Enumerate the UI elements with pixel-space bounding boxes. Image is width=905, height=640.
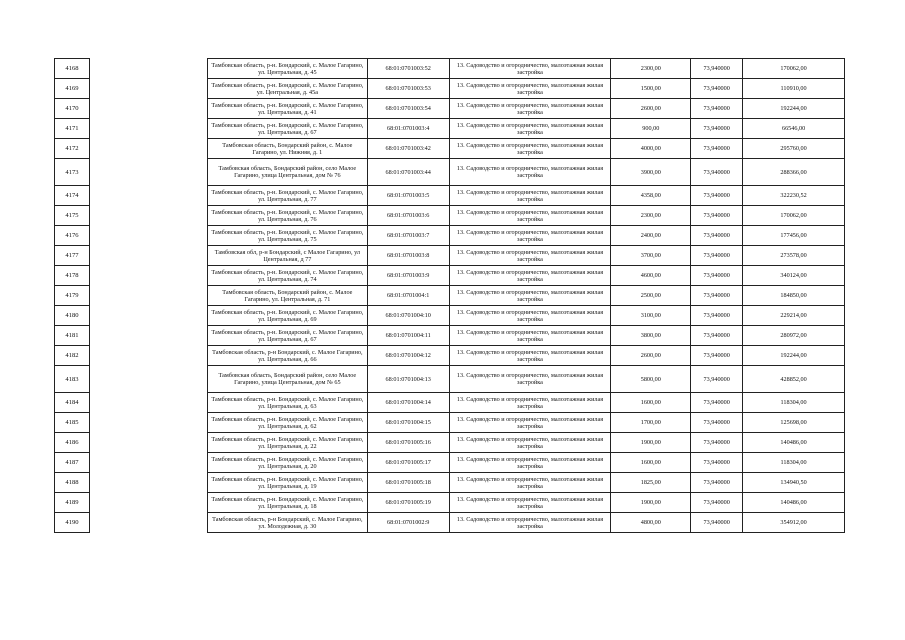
address-cell: Тамбовская область, р-н. Бондарский, с. Малое Гагарино, ул. Центральная, д. 19 [208, 473, 368, 493]
cadastral-value-cell: 288366,00 [743, 159, 845, 186]
area-cell: 2300,00 [611, 59, 691, 79]
row-number-row [55, 79, 90, 99]
cadastral-number-cell: 68:01:0701004:10 [367, 306, 449, 326]
land-use-cell: 13. Садоводство и огородничество, малоэтажная жилая застройка [449, 159, 611, 186]
area-cell: 1600,00 [611, 393, 691, 413]
row-number-row [55, 139, 90, 159]
row-number-row [55, 206, 90, 226]
area-cell: 900,00 [611, 119, 691, 139]
area-cell: 3800,00 [611, 326, 691, 346]
land-use-cell: 13. Садоводство и огородничество, малоэтажная жилая застройка [449, 413, 611, 433]
address-cell: Тамбовская область, р-н. Бондарский, с. Малое Гагарино, ул. Центральная, д. 62 [208, 413, 368, 433]
row-number-cell: 4186 [55, 433, 90, 453]
row-number-row [55, 493, 90, 513]
cadastral-number-cell: 68:01:0701004:11 [367, 326, 449, 346]
table-row [208, 493, 845, 513]
cadastral-value-cell: 118304,00 [743, 393, 845, 413]
land-use-cell: 13. Садоводство и огородничество, малоэтажная жилая застройка [449, 453, 611, 473]
address-cell: Тамбовская область, р-н. Бондарский, с. Малое Гагарино, ул. Центральная, д. 45а [208, 79, 368, 99]
table-row [208, 306, 845, 326]
land-plot-data-table [207, 58, 845, 533]
area-cell: 1825,00 [611, 473, 691, 493]
land-use-cell: 13. Садоводство и огородничество, малоэтажная жилая застройка [449, 119, 611, 139]
area-cell: 2500,00 [611, 286, 691, 306]
row-number-row [55, 226, 90, 246]
address-cell: Тамбовская область, р-н. Бондарский, с. Малое Гагарино, ул. Центральная, д. 22 [208, 433, 368, 453]
rate-cell: 73,940000 [691, 139, 743, 159]
row-number-row [55, 186, 90, 206]
row-number-row [55, 59, 90, 79]
land-use-cell: 13. Садоводство и огородничество, малоэтажная жилая застройка [449, 99, 611, 119]
table-row [208, 286, 845, 306]
table-row [208, 246, 845, 266]
area-cell: 4600,00 [611, 266, 691, 286]
rate-cell: 73,940000 [691, 473, 743, 493]
row-number-row [55, 473, 90, 493]
table-row [208, 226, 845, 246]
land-use-cell: 13. Садоводство и огородничество, малоэтажная жилая застройка [449, 226, 611, 246]
land-use-cell: 13. Садоводство и огородничество, малоэтажная жилая застройка [449, 206, 611, 226]
rate-cell: 73,940000 [691, 226, 743, 246]
cadastral-value-cell: 66546,00 [743, 119, 845, 139]
cadastral-number-cell: 68:01:0701005:17 [367, 453, 449, 473]
land-use-cell: 13. Садоводство и огородничество, малоэтажная жилая застройка [449, 326, 611, 346]
row-number-row [55, 99, 90, 119]
row-number-cell: 4179 [55, 286, 90, 306]
cadastral-value-cell: 280972,00 [743, 326, 845, 346]
area-cell: 2600,00 [611, 99, 691, 119]
table-row [208, 186, 845, 206]
land-use-cell: 13. Садоводство и огородничество, малоэтажная жилая застройка [449, 433, 611, 453]
cadastral-value-cell: 170062,00 [743, 59, 845, 79]
row-number-row [55, 286, 90, 306]
area-cell: 1600,00 [611, 453, 691, 473]
land-use-cell: 13. Садоводство и огородничество, малоэтажная жилая застройка [449, 246, 611, 266]
row-number-row [55, 306, 90, 326]
land-use-cell: 13. Садоводство и огородничество, малоэтажная жилая застройка [449, 139, 611, 159]
land-use-cell: 13. Садоводство и огородничество, малоэтажная жилая застройка [449, 59, 611, 79]
cadastral-value-cell: 229214,00 [743, 306, 845, 326]
cadastral-value-cell: 322230,52 [743, 186, 845, 206]
row-number-row [55, 413, 90, 433]
cadastral-value-cell: 140486,00 [743, 433, 845, 453]
cadastral-value-cell: 340124,00 [743, 266, 845, 286]
row-number-cell: 4182 [55, 346, 90, 366]
land-use-cell: 13. Садоводство и огородничество, малоэтажная жилая застройка [449, 186, 611, 206]
row-number-cell: 4185 [55, 413, 90, 433]
cadastral-value-cell: 354912,00 [743, 513, 845, 533]
row-number-cell: 4171 [55, 119, 90, 139]
land-use-cell: 13. Садоводство и огородничество, малоэтажная жилая застройка [449, 79, 611, 99]
row-number-row [55, 393, 90, 413]
cadastral-number-cell: 68:01:0701003:44 [367, 159, 449, 186]
row-number-row [55, 366, 90, 393]
land-use-cell: 13. Садоводство и огородничество, малоэтажная жилая застройка [449, 513, 611, 533]
rate-cell: 73,940000 [691, 346, 743, 366]
rate-cell: 73,940000 [691, 266, 743, 286]
row-number-cell: 4181 [55, 326, 90, 346]
table-row [208, 266, 845, 286]
rate-cell: 73,940000 [691, 79, 743, 99]
cadastral-number-cell: 68:01:0701003:7 [367, 226, 449, 246]
address-cell: Тамбовская область, Бондарский район, с. Малое Гагарино, ул. Нижняя, д. 1 [208, 139, 368, 159]
row-number-cell: 4175 [55, 206, 90, 226]
cadastral-value-cell: 118304,00 [743, 453, 845, 473]
cadastral-number-cell: 68:01:0701003:42 [367, 139, 449, 159]
address-cell: Тамбовская область, Бондарский район, село Малое Гагарино, улица Центральная, дом № 65 [208, 366, 368, 393]
cadastral-number-cell: 68:01:0701004:14 [367, 393, 449, 413]
table-row [208, 59, 845, 79]
cadastral-value-cell: 428852,00 [743, 366, 845, 393]
land-plot-table [207, 58, 845, 533]
cadastral-number-cell: 68:01:0701002:9 [367, 513, 449, 533]
table-row [208, 99, 845, 119]
row-number-cell: 4187 [55, 453, 90, 473]
table-row [208, 433, 845, 453]
cadastral-number-cell: 68:01:0701005:16 [367, 433, 449, 453]
cadastral-number-cell: 68:01:0701003:4 [367, 119, 449, 139]
cadastral-value-cell: 192244,00 [743, 99, 845, 119]
rate-cell: 73,940000 [691, 186, 743, 206]
address-cell: Тамбовская область, Бондарский район, село Малое Гагарино, улица Центральная, дом № 76 [208, 159, 368, 186]
table-row [208, 346, 845, 366]
row-number-cell: 4169 [55, 79, 90, 99]
cadastral-value-cell: 177456,00 [743, 226, 845, 246]
area-cell: 1700,00 [611, 413, 691, 433]
table-row [208, 159, 845, 186]
land-use-cell: 13. Садоводство и огородничество, малоэтажная жилая застройка [449, 366, 611, 393]
cadastral-number-cell: 68:01:0701003:5 [367, 186, 449, 206]
rate-cell: 73,940000 [691, 99, 743, 119]
area-cell: 5800,00 [611, 366, 691, 393]
area-cell: 2400,00 [611, 226, 691, 246]
area-cell: 3100,00 [611, 306, 691, 326]
cadastral-number-cell: 68:01:0701004:12 [367, 346, 449, 366]
address-cell: Тамбовская область, р-н. Бондарский, с. Малое Гагарино, ул. Центральная, д. 75 [208, 226, 368, 246]
row-number-row [55, 433, 90, 453]
address-cell: Тамбовская область, р-н. Бондарский, с. Малое Гагарино, ул. Центральная, д. 76 [208, 206, 368, 226]
table-row [208, 453, 845, 473]
row-number-row [55, 453, 90, 473]
row-number-cell: 4183 [55, 366, 90, 393]
row-number-cell: 4172 [55, 139, 90, 159]
rate-cell: 73,940000 [691, 286, 743, 306]
rate-cell: 73,940000 [691, 326, 743, 346]
address-cell: Тамбовская область, р-н. Бондарский, с. Малое Гагарино, ул. Центральная, д. 67 [208, 119, 368, 139]
row-number-cell: 4173 [55, 159, 90, 186]
row-number-row [55, 119, 90, 139]
cadastral-value-cell: 110910,00 [743, 79, 845, 99]
rate-cell: 73,940000 [691, 306, 743, 326]
row-number-cell: 4176 [55, 226, 90, 246]
area-cell: 3700,00 [611, 246, 691, 266]
table-row [208, 366, 845, 393]
area-cell: 4358,00 [611, 186, 691, 206]
rate-cell: 73,940000 [691, 513, 743, 533]
table-row [208, 393, 845, 413]
row-number-cell: 4168 [55, 59, 90, 79]
area-cell: 2300,00 [611, 206, 691, 226]
rate-cell: 73,940000 [691, 246, 743, 266]
address-cell: Тамбовская область, р-н. Бондарский, с. Малое Гагарино, ул. Центральная, д. 18 [208, 493, 368, 513]
rate-cell: 73,940000 [691, 433, 743, 453]
cadastral-number-cell: 68:01:0701003:53 [367, 79, 449, 99]
table-row [208, 513, 845, 533]
area-cell: 1900,00 [611, 493, 691, 513]
area-cell: 1900,00 [611, 433, 691, 453]
cadastral-number-cell: 68:01:0701004:1 [367, 286, 449, 306]
table-row [208, 326, 845, 346]
cadastral-number-cell: 68:01:0701003:54 [367, 99, 449, 119]
land-use-cell: 13. Садоводство и огородничество, малоэтажная жилая застройка [449, 493, 611, 513]
address-cell: Тамбовская область, р-н. Бондарский, с. Малое Гагарино, ул. Центральная, д. 45 [208, 59, 368, 79]
row-number-row [55, 326, 90, 346]
address-cell: Тамбовская область, р-н. Бондарский, с. Малое Гагарино, ул. Центральная, д. 41 [208, 99, 368, 119]
row-number-row [55, 159, 90, 186]
address-cell: Тамбовская область, Бондарский район, с. Малое Гагарино, ул. Центральная, д. 71 [208, 286, 368, 306]
address-cell: Тамбовская область, р-н Бондарский, с. Малое Гагарино, ул. Центральная, д. 66 [208, 346, 368, 366]
land-use-cell: 13. Садоводство и огородничество, малоэтажная жилая застройка [449, 286, 611, 306]
area-cell: 2600,00 [611, 346, 691, 366]
cadastral-number-cell: 68:01:0701005:19 [367, 493, 449, 513]
rate-cell: 73,940000 [691, 59, 743, 79]
table-row [208, 206, 845, 226]
address-cell: Тамбовская область, р-н. Бондарский, с. Малое Гагарино, ул. Центральная, д. 20 [208, 453, 368, 473]
cadastral-value-cell: 140486,00 [743, 493, 845, 513]
row-number-row [55, 346, 90, 366]
row-number-row [55, 246, 90, 266]
rate-cell: 73,940000 [691, 119, 743, 139]
area-cell: 4800,00 [611, 513, 691, 533]
cadastral-value-cell: 295760,00 [743, 139, 845, 159]
address-cell: Тамбовская область, р-н Бондарский, с. Малое Гагарино, ул. Молодежная, д. 30 [208, 513, 368, 533]
rate-cell: 73,940000 [691, 159, 743, 186]
rate-cell: 73,940000 [691, 206, 743, 226]
table-row [208, 139, 845, 159]
cadastral-number-cell: 68:01:0701004:15 [367, 413, 449, 433]
row-number-cell: 4188 [55, 473, 90, 493]
rate-cell: 73,940000 [691, 493, 743, 513]
row-number-row [55, 266, 90, 286]
cadastral-number-cell: 68:01:0701003:9 [367, 266, 449, 286]
table-row [208, 79, 845, 99]
row-number-cell: 4174 [55, 186, 90, 206]
area-cell: 1500,00 [611, 79, 691, 99]
cadastral-value-cell: 184850,00 [743, 286, 845, 306]
rate-cell: 73,940000 [691, 453, 743, 473]
row-number-cell: 4189 [55, 493, 90, 513]
row-number-cell: 4190 [55, 513, 90, 533]
row-number-cell: 4177 [55, 246, 90, 266]
cadastral-value-cell: 170062,00 [743, 206, 845, 226]
address-cell: Тамбовская область, р-н. Бондарский, с. Малое Гагарино, ул. Центральная, д. 67 [208, 326, 368, 346]
cadastral-number-cell: 68:01:0701003:8 [367, 246, 449, 266]
cadastral-value-cell: 125698,00 [743, 413, 845, 433]
cadastral-value-cell: 192244,00 [743, 346, 845, 366]
land-use-cell: 13. Садоводство и огородничество, малоэтажная жилая застройка [449, 306, 611, 326]
address-cell: Тамбовская область, р-н. Бондарский, с. Малое Гагарино, ул. Центральная, д. 63 [208, 393, 368, 413]
address-cell: Тамбовская область, р-н. Бондарский, с. Малое Гагарино, ул. Центральная, д. 77 [208, 186, 368, 206]
rate-cell: 73,940000 [691, 413, 743, 433]
cadastral-number-cell: 68:01:0701005:18 [367, 473, 449, 493]
row-number-table [54, 58, 90, 533]
land-use-cell: 13. Садоводство и огородничество, малоэтажная жилая застройка [449, 393, 611, 413]
land-use-cell: 13. Садоводство и огородничество, малоэтажная жилая застройка [449, 266, 611, 286]
cadastral-number-cell: 68:01:0701003:6 [367, 206, 449, 226]
table-row [208, 413, 845, 433]
cadastral-number-cell: 68:01:0701003:52 [367, 59, 449, 79]
land-use-cell: 13. Садоводство и огородничество, малоэтажная жилая застройка [449, 473, 611, 493]
address-cell: Тамбовская область, р-н. Бондарский, с. Малое Гагарино, ул. Центральная, д. 74 [208, 266, 368, 286]
row-number-cell: 4184 [55, 393, 90, 413]
row-number-cell: 4178 [55, 266, 90, 286]
row-number-column [54, 58, 90, 533]
row-number-cell: 4170 [55, 99, 90, 119]
table-row [208, 473, 845, 493]
row-number-cell: 4180 [55, 306, 90, 326]
cadastral-number-cell: 68:01:0701004:13 [367, 366, 449, 393]
rate-cell: 73,940000 [691, 366, 743, 393]
land-use-cell: 13. Садоводство и огородничество, малоэтажная жилая застройка [449, 346, 611, 366]
cadastral-value-cell: 273578,00 [743, 246, 845, 266]
address-cell: Тамбовская область, р-н. Бондарский, с. Малое Гагарино, ул. Центральная, д. 69 [208, 306, 368, 326]
cadastral-value-cell: 134940,50 [743, 473, 845, 493]
area-cell: 4000,00 [611, 139, 691, 159]
address-cell: Тамбовская обл, р-н Бондарский, с Малое Гагарино, ул Центральная, д 77 [208, 246, 368, 266]
row-number-row [55, 513, 90, 533]
rate-cell: 73,940000 [691, 393, 743, 413]
table-row [208, 119, 845, 139]
area-cell: 3900,00 [611, 159, 691, 186]
